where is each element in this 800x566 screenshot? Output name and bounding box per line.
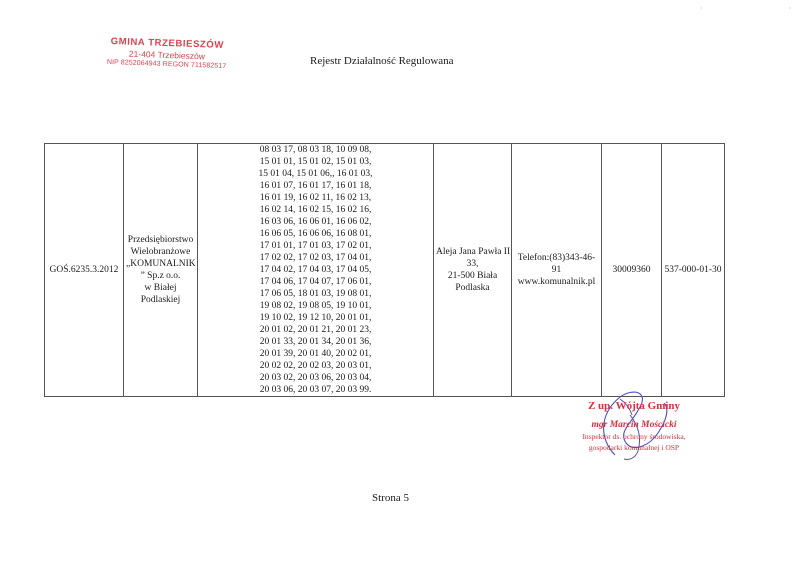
document-title: Rejestr Działalność Regulowana	[310, 55, 454, 67]
company-line: Wielobranżowe	[130, 247, 191, 257]
stamp-address: 21-404 Trzebieszów	[128, 48, 206, 62]
waste-codes-line: 19 08 02, 19 08 05, 19 10 01,	[259, 301, 372, 311]
company-line: Przedsiębiorstwo	[127, 235, 194, 245]
address-line: Podlaska	[455, 283, 490, 293]
contact-line: 91	[551, 265, 562, 275]
waste-codes-line: 08 03 17, 08 03 18, 10 09 08,	[259, 145, 372, 155]
nip-cell: 537-000-01-30	[662, 144, 725, 397]
table-row	[45, 144, 725, 397]
waste-codes-line: 16 01 07, 16 01 17, 16 01 18,	[259, 181, 372, 191]
waste-codes-line: 20 01 02, 20 01 21, 20 01 23,	[259, 325, 372, 335]
waste-codes-line: 17 02 02, 17 02 03, 17 04 01,	[259, 253, 372, 263]
address-line: 21-500 Biała	[447, 271, 498, 281]
signature-block	[560, 400, 708, 452]
address-line: Aleja Jana Pawła II	[436, 247, 511, 257]
waste-codes-line: 17 04 02, 17 04 03, 17 04 05,	[259, 265, 372, 275]
company-line: Podlaskiej	[140, 295, 181, 305]
waste-codes-line: 15 01 01, 15 01 02, 15 01 03,	[259, 157, 372, 167]
scan-marks: · ·	[700, 4, 792, 13]
waste-codes-line: 16 06 05, 16 06 06, 16 08 01,	[259, 229, 372, 239]
address-cell	[434, 144, 512, 397]
signature-name: mgr Marcin Mościcki	[591, 420, 677, 430]
municipality-stamp	[92, 35, 243, 70]
entry-id-cell: GOŚ.6235.3.2012	[45, 144, 124, 397]
signature-role-cont: gospodarki komunalnej i OSP	[588, 443, 680, 452]
register-table	[44, 143, 725, 397]
waste-codes-line: 17 04 06, 17 04 07, 17 06 01,	[259, 277, 372, 287]
contact-line: Telefon:(83)343-46-	[517, 253, 596, 263]
waste-codes-line: 20 02 02, 20 02 03, 20 03 01,	[259, 361, 372, 371]
waste-codes-line: 20 01 39, 20 01 40, 20 02 01,	[259, 349, 372, 359]
waste-codes-cell	[198, 144, 434, 397]
stamp-ids: NIP 8252064943 REGON 711582517	[106, 58, 227, 71]
company-line: „KOMUNALNIK	[126, 259, 196, 269]
waste-codes-line: 17 01 01, 17 01 03, 17 02 01,	[259, 241, 372, 251]
waste-codes-line: 20 03 02, 20 03 06, 20 03 04,	[259, 373, 372, 383]
stamp-name: GMINA TRZEBIESZÓW	[110, 36, 225, 51]
waste-codes-line: 20 01 33, 20 01 34, 20 01 36,	[259, 337, 372, 347]
company-line: w Białej	[144, 283, 177, 293]
website-link[interactable]: www.komunalnik.pl	[517, 277, 596, 287]
waste-codes-line: 16 02 14, 16 02 15, 16 02 16,	[259, 205, 372, 215]
waste-codes-line: 15 01 04, 15 01 06,, 16 01 03,	[258, 169, 373, 179]
address-line: 33,	[466, 259, 479, 269]
signature-authority: Z up. Wójta Gminy	[587, 400, 681, 412]
waste-codes-line: 17 06 05, 18 01 03, 19 08 01,	[259, 289, 372, 299]
page-number: Strona 5	[372, 492, 409, 504]
regon-cell: 30009360	[602, 144, 662, 397]
waste-codes-line: 16 01 19, 16 02 11, 16 02 13,	[259, 193, 372, 203]
waste-codes-line: 19 10 02, 19 12 10, 20 01 01,	[259, 313, 372, 323]
company-line: ” Sp.z o.o.	[140, 271, 181, 281]
contact-cell	[512, 144, 602, 397]
signature-role: Inspektor ds. ochrony środowiska,	[582, 432, 686, 441]
waste-codes-line: 20 03 06, 20 03 07, 20 03 99.	[259, 385, 372, 395]
waste-codes-line: 16 03 06, 16 06 01, 16 06 02,	[259, 217, 372, 227]
company-cell	[124, 144, 198, 397]
